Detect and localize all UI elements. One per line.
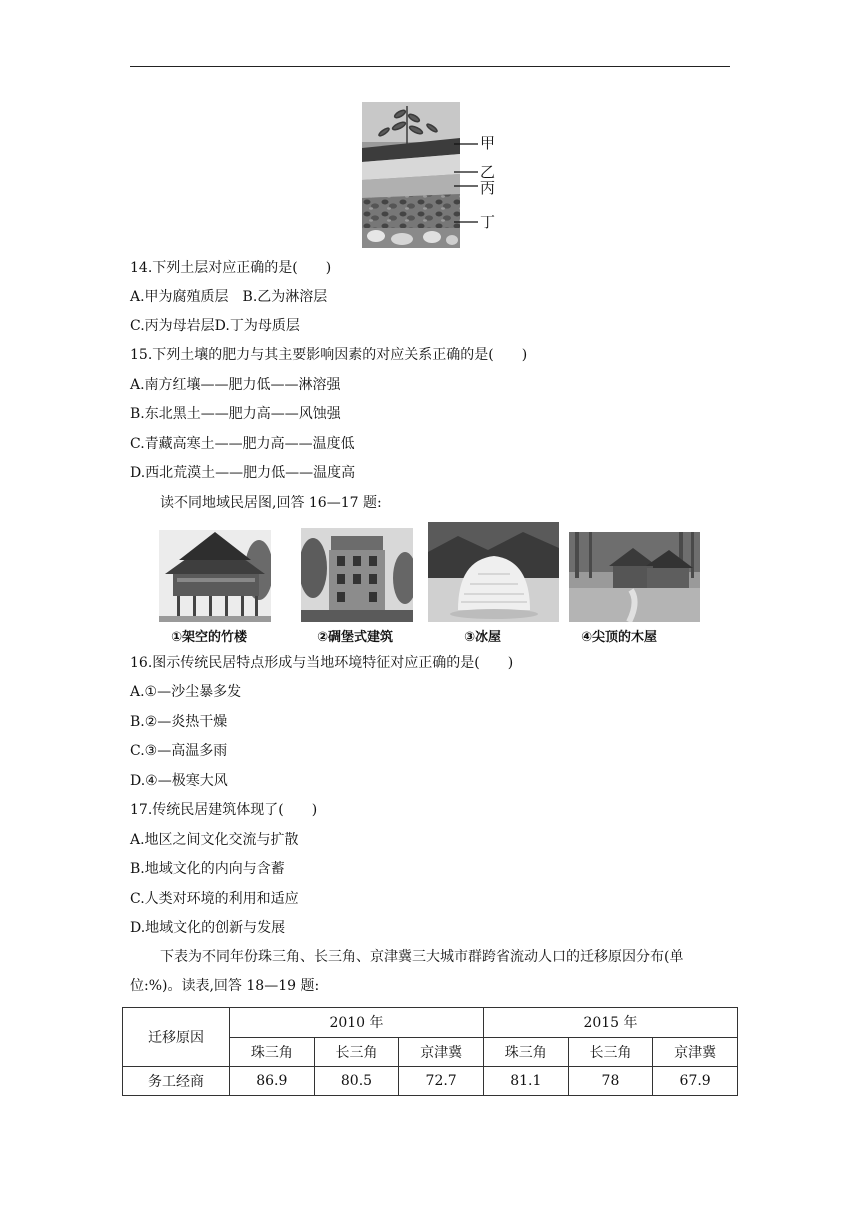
q15-stem: 15.下列土壤的肥力与其主要影响因素的对应关系正确的是( ) [130, 347, 528, 363]
table-header-reason: 迁移原因 [123, 1008, 230, 1067]
wooden-cabin-photo [569, 532, 700, 622]
intro-18-19-line2: 位:%)。读表,回答 18—19 题: [130, 978, 320, 994]
diaolou-photo [301, 528, 413, 622]
soil-label-jia: 甲 [480, 134, 496, 152]
intro-18-19-line1: 下表为不同年份珠三角、长三角、京津冀三大城市群跨省流动人口的迁移原因分布(单 [160, 949, 684, 965]
q16-option-c: C.③—高温多雨 [130, 743, 228, 759]
caption-diaolou: ②碉堡式建筑 [317, 630, 394, 645]
q16-option-d: D.④—极寒大风 [130, 773, 228, 789]
dwellings-figure [157, 522, 702, 648]
table-cell: 81.1 [483, 1067, 568, 1096]
q15-option-a: A.南方红壤——肥力低——淋溶强 [130, 377, 341, 393]
q14-stem: 14.下列土层对应正确的是( ) [130, 260, 332, 276]
caption-bamboo-house: ①架空的竹楼 [171, 630, 248, 645]
table-cell: 86.9 [230, 1067, 315, 1096]
q17-option-a: A.地区之间文化交流与扩散 [130, 832, 299, 848]
q16-option-a: A.①—沙尘暴多发 [130, 684, 242, 700]
q16-stem: 16.图示传统民居特点形成与当地环境特征对应正确的是( ) [130, 655, 514, 671]
q17-option-d: D.地域文化的创新与发展 [130, 920, 286, 936]
table-cell: 72.7 [399, 1067, 484, 1096]
caption-igloo: ③冰屋 [464, 630, 502, 645]
igloo-photo [428, 522, 559, 622]
table-year-2010: 2010 年 [230, 1008, 484, 1038]
q14-option-ab: A.甲为腐殖质层 B.乙为淋溶层 [130, 289, 328, 305]
table-region: 京津冀 [399, 1037, 484, 1067]
table-year-2015: 2015 年 [483, 1008, 737, 1038]
table-region: 长三角 [314, 1037, 399, 1067]
table-cell: 78 [568, 1067, 653, 1096]
table-cell: 67.9 [653, 1067, 738, 1096]
q17-option-b: B.地域文化的内向与含蓄 [130, 861, 285, 877]
table-region: 长三角 [568, 1037, 653, 1067]
q14-option-cd: C.丙为母岩层D.丁为母质层 [130, 318, 300, 334]
intro-16-17: 读不同地域民居图,回答 16—17 题: [160, 495, 382, 511]
table-region: 珠三角 [230, 1037, 315, 1067]
q17-stem: 17.传统民居建筑体现了( ) [130, 802, 318, 818]
soil-profile-figure [362, 102, 502, 248]
header-rule [130, 66, 730, 67]
soil-label-bing: 丙 [480, 179, 496, 197]
table-row [123, 1067, 738, 1096]
table-row-label: 务工经商 [123, 1067, 230, 1096]
q15-option-c: C.青藏高寒土——肥力高——温度低 [130, 436, 355, 452]
q15-option-d: D.西北荒漠土——肥力低——温度高 [130, 465, 356, 481]
caption-wooden-cabin: ④尖顶的木屋 [581, 630, 658, 645]
soil-label-ding: 丁 [480, 213, 496, 231]
bamboo-house-photo [159, 530, 271, 622]
table-region: 京津冀 [653, 1037, 738, 1067]
table-region: 珠三角 [483, 1037, 568, 1067]
soil-label-yi: 乙 [480, 163, 496, 181]
migration-table [122, 1007, 738, 1096]
q17-option-c: C.人类对环境的利用和适应 [130, 891, 299, 907]
q16-option-b: B.②—炎热干燥 [130, 714, 228, 730]
q15-option-b: B.东北黑土——肥力高——风蚀强 [130, 406, 341, 422]
table-cell: 80.5 [314, 1067, 399, 1096]
